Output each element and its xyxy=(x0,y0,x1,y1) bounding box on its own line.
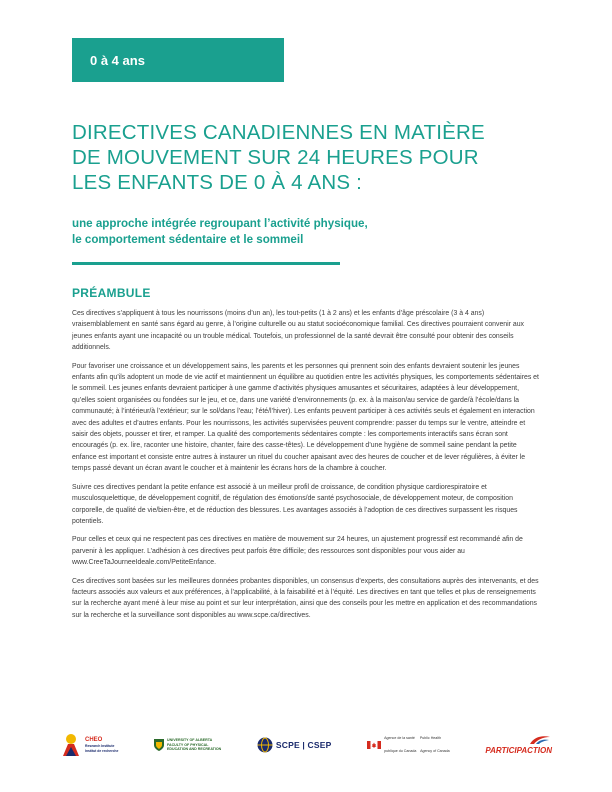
paragraph: Pour favoriser une croissance et un développement sains, les parents et les personnes qui prennent soin des enfants devraient soutenir les jeunes enfants afin qu’ils adoptent un mode de vie actif et maintiennent un équilibre au quotidien entre les activités physiques, les comportements sédentaires et le sommeil. Les jeunes enfants devraient participer à une gamme d’activités physiques amusantes et sécuritaires, adaptées à leur développement, qu’elles soient organisées ou fondées sur le jeu, et ce, dans une variété d’environnements (p. ex. à la maison/au service de garde/à l’école/dans la communauté; à l’intérieur/à l’extérieur; sur le sol/dans l’eau; l’été/l’hiver). Les enfants peuvent participer à ces activités seuls et également en interaction avec des adultes et d’autres enfants. Pour les nourrissons, les activités supervisées peuvent comprendre: passer du temps sur le ventre, atteindre et saisir des objets, pousser et tirer, et ramper. La qualité des comportements sédentaires compte : les comportements interactifs sans écran sont encouragés (p. ex. lire, raconter une histoire, chanter, faire des casse-têtes). Le développement d’une hygiène de sommeil saine pendant la petite enfance est important et consiste entre autres à instaurer un rituel du coucher apaisant avec des heures de coucher et de lever régulières, à éviter le temps passé devant un écran avant le coucher et à maintenir les écrans hors de la chambre à coucher. xyxy=(72,362,539,473)
participaction-swoosh-icon xyxy=(526,735,552,745)
university-of-alberta-logo xyxy=(154,738,221,751)
participaction-logo xyxy=(485,735,552,756)
paragraph: Suivre ces directives pendant la petite enfance est associé à un meilleur profil de croissance, de condition physique cardiorespiratoire et musculosquelettique, de développement cognitif, de régulation des émotions/de santé psychosociale, de développement moteur, de composition corporelle, de qualité de vie/bien-être, et de réduction des blessures. Les avantages associés à l’adoption de ces directives surpassent les risques potentiels. xyxy=(72,483,518,525)
cheo-logo-text: CHEO xyxy=(85,737,103,744)
cheo-logo-icon xyxy=(60,733,82,757)
document-title xyxy=(72,120,552,195)
cheo-logo-text: Institut de recherche xyxy=(85,748,119,753)
cheo-logo xyxy=(60,733,118,757)
ua-logo-text: UNIVERSITY OF ALBERTA xyxy=(167,738,213,743)
cheo-logo-text: Research Institute xyxy=(85,744,115,749)
document-subtitle xyxy=(72,216,552,248)
preamble-body xyxy=(72,308,540,628)
partner-logos xyxy=(60,725,552,765)
age-group-label: 0 à 4 ans xyxy=(90,52,145,68)
paragraph: Ces directives sont basées sur les meilleures données probantes disponibles, un consensus d’experts, des consultations auprès des intervenants, et des facteurs associés aux valeurs et aux préférences, à l’applicabilité, à la faisabilité et à l’équité. Les directives en tant que telles et plus de renseignements sur la recherche ayant mené à leur mise au point et sur leur interprétation, ainsi que des conseils pour les mettre en application et des recommandations sur la recherche et la surveillance sont disponibles au www.scpe.ca/directives. xyxy=(72,577,539,619)
title-line: LES ENFANTS DE 0 À 4 ANS : xyxy=(72,171,363,194)
ua-logo-text: EDUCATION AND RECREATION xyxy=(167,747,222,752)
paragraph: Pour celles et ceux qui ne respectent pas ces directives en matière de mouvement sur 24 heures, un ajustement progressif est recommandé afin de parvenir à les appliquer. L’adhésion à ces directives peut parfois être difficile; des ressources sont disponibles pour vous aider au www.CreeTaJourneeIdeale.com/PetiteEnfance. xyxy=(72,536,523,567)
phac-logo-text: Agence de la santé Public Health xyxy=(384,736,442,741)
paragraph: Ces directives s’appliquent à tous les nourrissons (moins d’un an), les tout-petits (1 à 2 ans) et les enfants d’âge préscolaire (3 à 4 ans) vraisemblablement en santé sans égard au genre, à l’origine culturelle ou au statut socioéconomique familial. Ces directives pourraient convenir aux jeunes enfants ayant une incapacité ou un trouble médical. Toutefois, un professionnel de la santé devrait être consulté pour obtenir des conseils additionnels. xyxy=(72,310,524,352)
title-line: DIRECTIVES CANADIENNES EN MATIÈRE xyxy=(72,121,485,144)
public-health-agency-logo xyxy=(367,727,450,762)
csep-logo-text: SCPE | CSEP xyxy=(275,740,332,750)
subtitle-line: le comportement sédentaire et le sommeil xyxy=(72,233,304,246)
age-group-banner xyxy=(72,38,284,82)
title-line: DE MOUVEMENT SUR 24 HEURES POUR xyxy=(72,146,479,169)
csep-logo xyxy=(257,737,332,753)
ua-logo-text: FACULTY OF PHYSICAL xyxy=(167,742,209,747)
university-of-alberta-shield-icon xyxy=(154,739,164,751)
title-divider xyxy=(72,262,340,265)
csep-globe-icon xyxy=(257,737,273,753)
section-heading: PRÉAMBULE xyxy=(72,286,151,300)
participaction-logo-text: PARTICIPACTION xyxy=(485,745,552,755)
phac-logo-text: publique du Canada Agency of Canada xyxy=(384,749,450,754)
canada-flag-icon xyxy=(367,741,381,749)
subtitle-line: une approche intégrée regroupant l’activité physique, xyxy=(72,217,368,230)
